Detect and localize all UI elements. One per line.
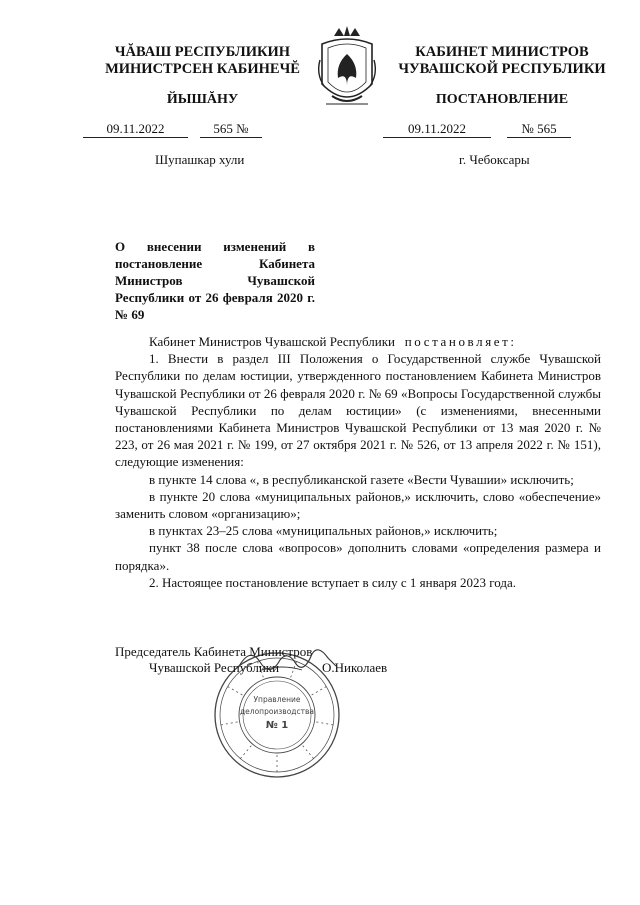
header-right <box>392 44 612 78</box>
paragraph-2: в пункте 14 слова «, в республиканской газете «Вести Чувашии» исключить; <box>149 471 574 487</box>
stamp-line3: № 1 <box>265 720 289 731</box>
doc-type-right: ПОСТАНОВЛЕНИЕ <box>435 92 569 107</box>
handwritten-signature <box>232 640 342 680</box>
paragraph-1: 1. Внести в раздел III Положения о Государственной службе Чувашской Республики по делам юстиции, утвержденного постановлением Кабинета Министров Чувашской Республики от 26 февраля 2020 г. № 69 «Вопросы Государственной службы Чувашской Республики по делам юстиции» (с изменениями, внесенными постановлениями Кабинета Министров Чувашской Республики от 13 мая 2020 г. № 223, от 26 мая 2021 г. № 199, от 27 октября 2021 г. № 526, от 13 апреля 2022 г. № 151), следующие изменения: <box>115 351 601 470</box>
header-right-line1: КАБИНЕТ МИНИСТРОВ <box>415 44 589 60</box>
stamp-line2: делопроизводства <box>239 707 315 716</box>
header-left-line2: МИНИСТРСЕН КАБИНЕЧĔ <box>105 61 300 77</box>
date-left: 09.11.2022 <box>83 121 188 138</box>
preamble <box>115 333 601 350</box>
number-left: 565 № <box>200 121 262 138</box>
place-left: Шупашкар хули <box>155 152 245 167</box>
paragraph-5: пункт 38 после слова «вопросов» дополнить словами «определения размера и порядка». <box>115 540 601 573</box>
header-right-line2: ЧУВАШСКОЙ РЕСПУБЛИКИ <box>398 61 606 77</box>
place-right: г. Чебоксары <box>459 152 530 167</box>
signatory-name: О.Николаев <box>322 660 388 675</box>
header-left-line1: ЧĂВАШ РЕСПУБЛИКИН <box>114 44 291 60</box>
paragraph-3: в пункте 20 слова «муниципальных районов,» исключить, слово «обеспечение» заменить словом «организацию»; <box>115 488 601 522</box>
preamble-start: Кабинет Министров Чувашской Республики <box>149 334 395 349</box>
document-body <box>115 333 601 591</box>
date-right: 09.11.2022 <box>383 121 491 138</box>
signature-title-line2: Чувашской Республики <box>149 660 280 675</box>
number-right: № 565 <box>507 121 571 138</box>
document-subject: О внесении изменений в постановление Кабинета Министров Чувашской Республики от 26 февраля 2020 г. № 69 <box>115 239 315 322</box>
coat-of-arms-emblem <box>314 24 380 116</box>
doc-type-left: ЙЫШĂНУ <box>166 92 239 107</box>
stamp-line1: Управление <box>253 695 301 704</box>
paragraph-6: 2. Настоящее постановление вступает в силу с 1 января 2023 года. <box>149 574 517 590</box>
paragraph-4: в пунктах 23–25 слова «муниципальных районов,» исключить; <box>149 523 498 539</box>
signature-title-line1: Председатель Кабинета Министров <box>115 644 313 659</box>
header-left <box>95 44 310 78</box>
preamble-verb: постановляет: <box>404 334 517 349</box>
